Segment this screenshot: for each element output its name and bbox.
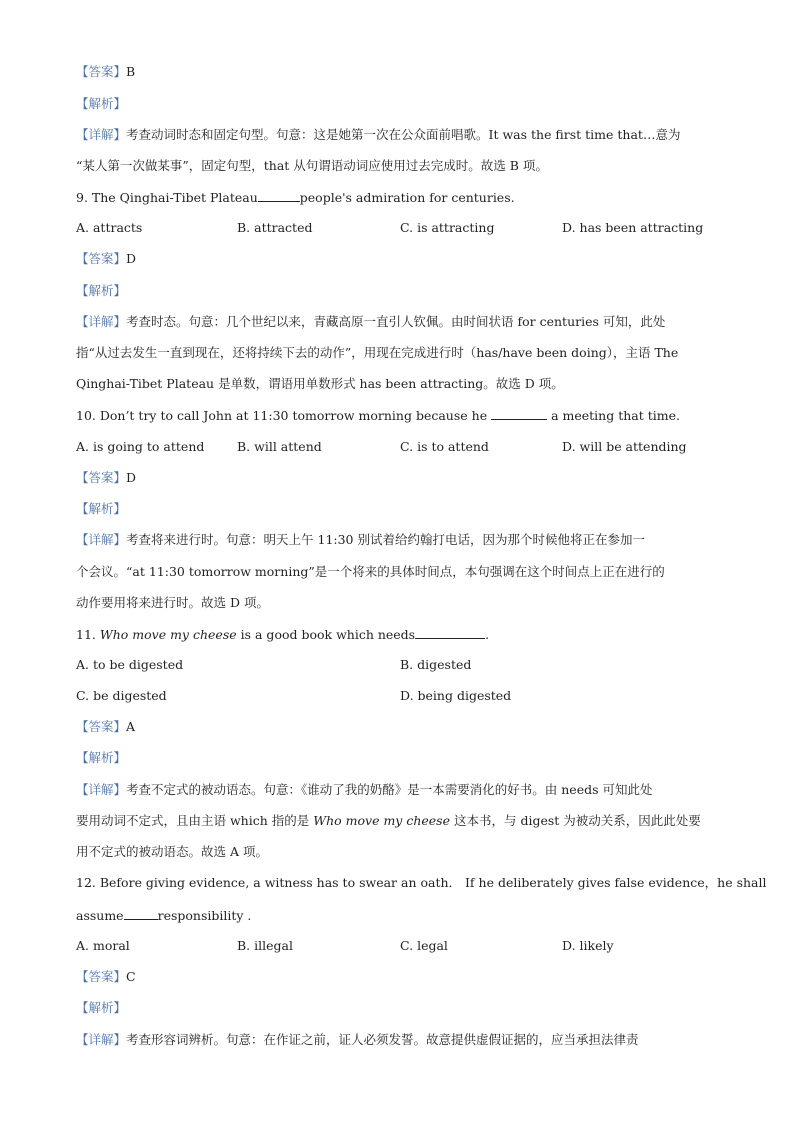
stem-text: 10. Don’t try to call John at 11:30 tomorrow morning because he: [76, 408, 488, 423]
q11-analysis-label: 【解析】: [76, 750, 127, 765]
q10-stem: [76, 407, 680, 424]
option-b: B. illegal: [237, 938, 293, 953]
answer-blank: [491, 407, 547, 420]
q8-analysis-label: 【解析】: [76, 96, 127, 111]
detail-text: 考查动词时态和固定句型。句意：这是她第一次在公众面前唱歌。It was the first time that…意为: [126, 127, 681, 142]
q10-detail-line-2: 个会议。“at 11:30 tomorrow morning”是一个将来的具体时间点，本句强调在这个时间点上正在进行的: [76, 564, 665, 579]
detail-label: 【详解】: [76, 314, 127, 329]
option-a: A. moral: [76, 938, 130, 953]
q11-options-row-2: [76, 688, 756, 704]
option-a: A. attracts: [76, 220, 143, 235]
book-title: Who move my cheese: [313, 813, 450, 828]
detail-label: 【详解】: [76, 127, 127, 142]
q9-stem: [76, 189, 515, 206]
q12-answer: [76, 969, 136, 985]
detail-label: 【详解】: [76, 532, 127, 547]
stem-text: responsibility .: [157, 908, 252, 923]
q8-detail-line-1: [76, 127, 680, 143]
stem-text: .: [485, 627, 490, 642]
q12-analysis-label: 【解析】: [76, 1000, 127, 1015]
option-c: C. be digested: [76, 688, 167, 703]
q12-stem-line-1: 12. Before giving evidence, a witness has to swear an oath． If he deliberately gives false evidence，he shall: [76, 875, 767, 890]
option-c: C. is attracting: [400, 220, 495, 235]
detail-text: 这本书，与 digest 为被动关系，因此此处要: [453, 813, 701, 828]
stem-text: 9. The Qinghai-Tibet Plateau: [76, 190, 258, 205]
answer-value: D: [126, 251, 137, 266]
option-d: D. likely: [562, 938, 614, 953]
q10-detail-line-1: [76, 532, 645, 548]
answer-label: 【答案】: [76, 719, 127, 734]
stem-text: a meeting that time.: [551, 408, 680, 423]
answer-value: B: [126, 64, 136, 79]
q11-detail-line-1: [76, 782, 652, 798]
q11-detail-line-2: [76, 813, 701, 829]
q9-analysis-label: 【解析】: [76, 283, 127, 298]
option-d: D. has been attracting: [562, 220, 704, 235]
detail-text: 考查将来进行时。句意：明天上午 11:30 别试着给约翰打电话，因为那个时候他将正在参加一: [126, 532, 645, 547]
stem-text: is a good book which needs: [240, 627, 416, 642]
answer-value: C: [126, 969, 136, 984]
q10-answer: [76, 470, 136, 486]
q12-detail-line-1: [76, 1032, 639, 1048]
q11-answer: [76, 719, 135, 735]
option-b: B. attracted: [237, 220, 313, 235]
detail-text: 考查时态。句意：几个世纪以来，青藏高原一直引人钦佩。由时间状语 for centuries 可知，此处: [126, 314, 666, 329]
stem-text: people's admiration for centuries.: [299, 190, 515, 205]
option-c: C. is to attend: [400, 439, 489, 454]
q12-options: [76, 938, 756, 954]
option-d: D. will be attending: [562, 439, 687, 454]
detail-text: 要用动词不定式，且由主语 which 指的是: [76, 813, 310, 828]
detail-label: 【详解】: [76, 1032, 127, 1047]
q9-options: [76, 220, 756, 236]
q12-stem-line-2: [76, 907, 251, 924]
q8-answer: [76, 64, 135, 80]
question-number: 11.: [76, 627, 96, 642]
answer-value: A: [126, 719, 136, 734]
q10-options: [76, 439, 756, 455]
q9-detail-line-3: Qinghai-Tibet Plateau 是单数，谓语用单数形式 has been attracting。故选 D 项。: [76, 376, 564, 391]
detail-text: 考查形容词辨析。句意：在作证之前，证人必须发誓。故意提供虚假证据的，应当承担法律责: [126, 1032, 639, 1047]
answer-blank: [258, 189, 300, 202]
option-b: B. will attend: [237, 439, 322, 454]
q9-detail-line-1: [76, 314, 665, 330]
option-d: D. being digested: [400, 688, 512, 703]
option-b: B. digested: [400, 657, 472, 672]
answer-label: 【答案】: [76, 251, 127, 266]
q11-stem: [76, 626, 489, 643]
answer-label: 【答案】: [76, 969, 127, 984]
q8-detail-line-2: “某人第一次做某事”，固定句型，that 从句谓语动词应使用过去完成时。故选 B 项。: [76, 158, 548, 173]
q9-answer: [76, 251, 136, 267]
answer-blank: [415, 626, 485, 639]
q10-detail-line-3: 动作要用将来进行时。故选 D 项。: [76, 595, 269, 610]
q11-detail-line-3: 用不定式的被动语态。故选 A 项。: [76, 844, 268, 859]
option-a: A. is going to attend: [76, 439, 205, 454]
option-c: C. legal: [400, 938, 448, 953]
detail-text: 考查不定式的被动语态。句意：《谁动了我的奶酪》是一本需要消化的好书。由 needs 可知此处: [126, 782, 653, 797]
option-a: A. to be digested: [76, 657, 184, 672]
stem-text: assume: [76, 908, 124, 923]
q11-options-row-1: [76, 657, 756, 673]
answer-label: 【答案】: [76, 64, 127, 79]
q10-analysis-label: 【解析】: [76, 501, 127, 516]
answer-label: 【答案】: [76, 470, 127, 485]
answer-value: D: [126, 470, 137, 485]
detail-label: 【详解】: [76, 782, 127, 797]
q9-detail-line-2: 指“从过去发生一直到现在，还将持续下去的动作”，用现在完成进行时（has/have been doing），主语 The: [76, 345, 679, 360]
book-title: Who move my cheese: [99, 627, 237, 642]
answer-blank: [124, 907, 158, 920]
